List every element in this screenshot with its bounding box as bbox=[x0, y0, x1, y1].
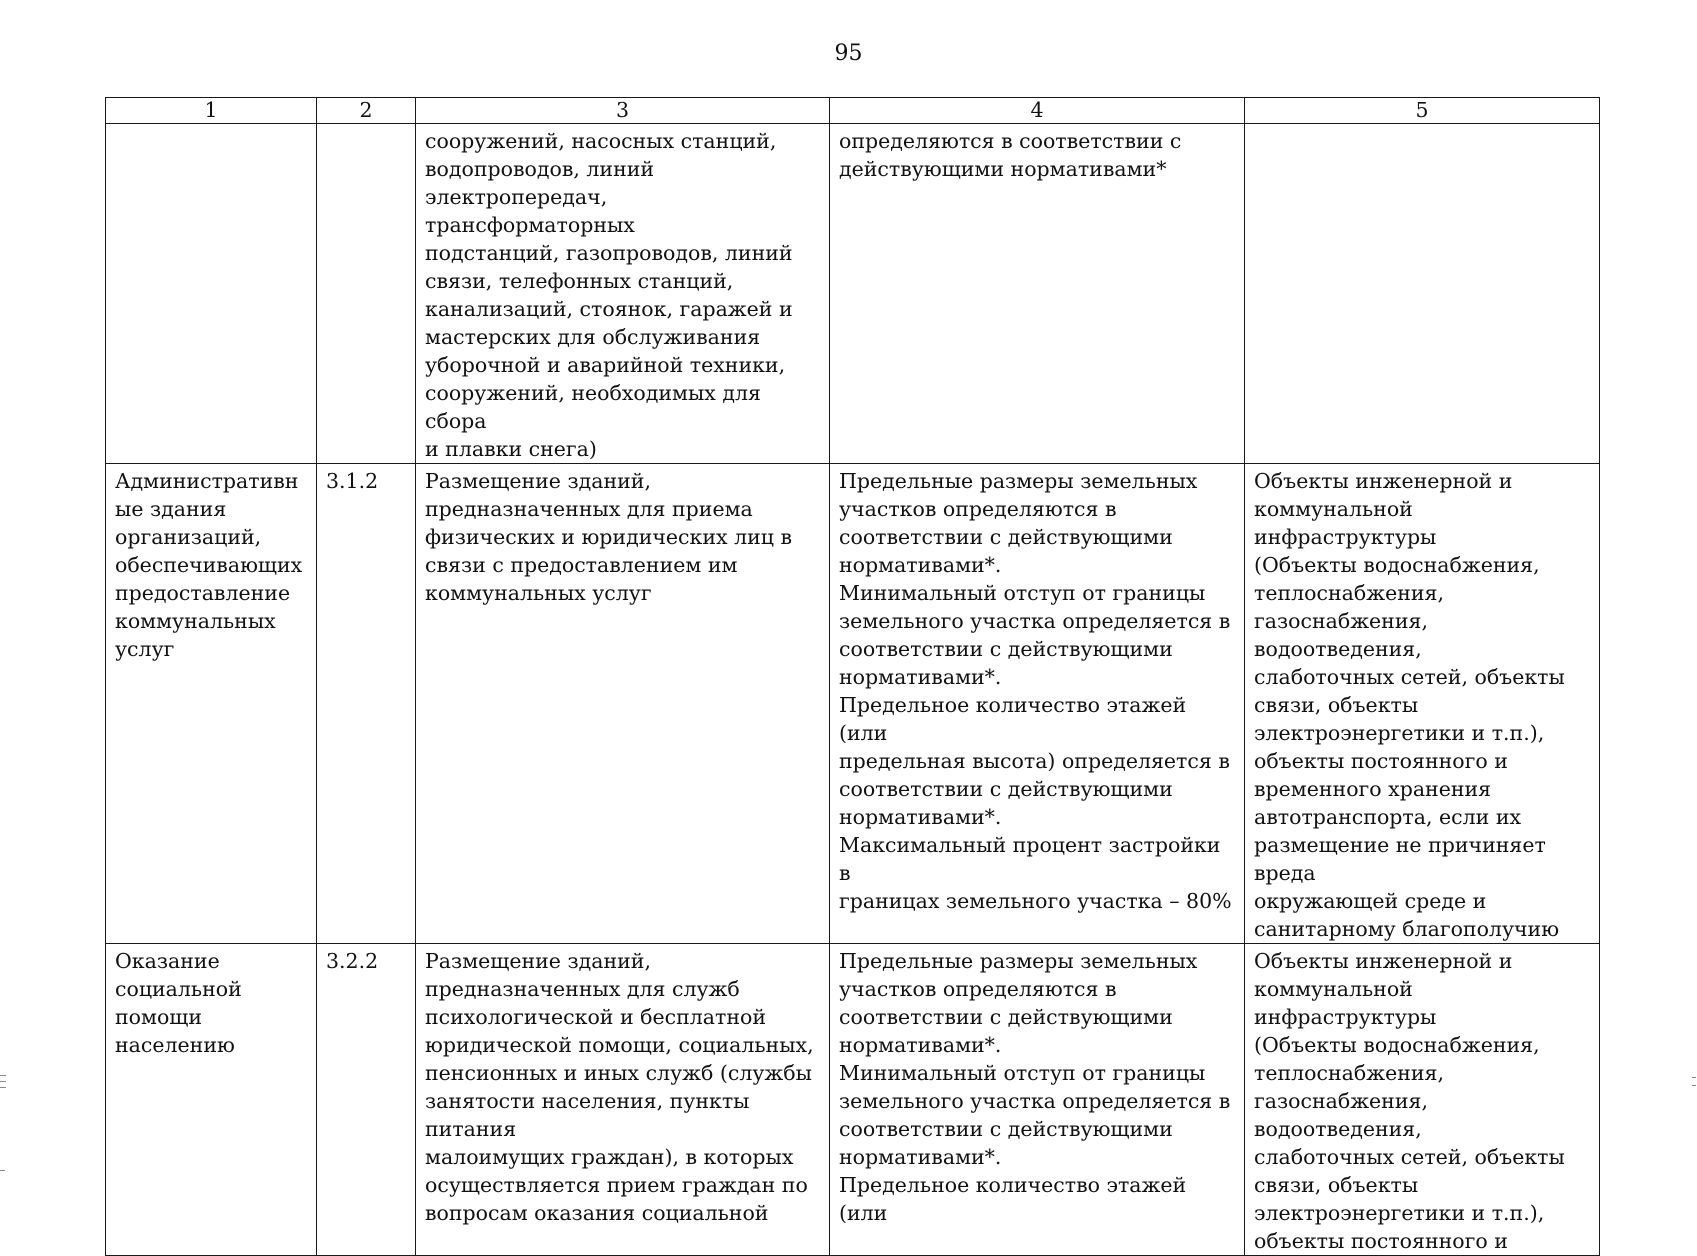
column-header-1: 1 bbox=[106, 98, 317, 124]
cell-parameters bbox=[830, 464, 1245, 944]
scan-mark-right bbox=[1692, 1077, 1696, 1078]
column-header-3: 3 bbox=[416, 98, 830, 124]
cell-use-code bbox=[317, 944, 416, 1256]
use-code-text: 3.1.2 bbox=[326, 469, 379, 493]
page-number: 95 bbox=[834, 41, 863, 66]
land-use-table bbox=[105, 97, 1600, 1256]
cell-auxiliary-uses bbox=[1245, 944, 1600, 1256]
table-row bbox=[106, 464, 1600, 944]
use-name-text: Административн ые здания организаций, обеспечивающих предоставление коммунальных услуг bbox=[115, 469, 303, 661]
cell-use-code bbox=[317, 124, 416, 464]
auxiliary-uses-text: Объекты инженерной и коммунальной инфраструктуры (Объекты водоснабжения, теплоснабжения, газоснабжения, водоотведения, слаботочных сетей, объекты связи, объекты электроэнергетики и т.п.), объекты постоянного и временного хранения автотранспорта, если их размещение не причиняет вреда окружающей среде и санитарному благополучию bbox=[1254, 469, 1565, 941]
scan-mark-left bbox=[0, 1075, 6, 1076]
cell-auxiliary-uses bbox=[1245, 124, 1600, 464]
scan-mark-right bbox=[1692, 1085, 1696, 1086]
cell-use-name bbox=[106, 124, 317, 464]
column-header-2: 2 bbox=[317, 98, 416, 124]
use-name-text: Оказание социальной помощи населению bbox=[115, 949, 242, 1057]
auxiliary-uses-text: Объекты инженерной и коммунальной инфраструктуры (Объекты водоснабжения, теплоснабжения, газоснабжения, водоотведения, слаботочных сетей, объекты связи, объекты электроэнергетики и т.п.), объекты постоянного и bbox=[1254, 949, 1565, 1253]
table-header-row bbox=[106, 98, 1600, 124]
use-description-text: сооружений, насосных станций, водопроводов, линий электропередач, трансформаторных подстанций, газопроводов, линий связи, телефонных станций, канализаций, стоянок, гаражей и мастерских для обслуживания уборочной и аварийной техники, сооружений, необходимых для сбора и плавки снега) bbox=[425, 129, 793, 461]
parameters-text: определяются в соответствии с действующими нормативами* bbox=[839, 129, 1182, 181]
table-row bbox=[106, 124, 1600, 464]
cell-use-code bbox=[317, 464, 416, 944]
use-code-text: 3.2.2 bbox=[326, 949, 379, 973]
scan-mark-left bbox=[0, 1081, 6, 1082]
cell-auxiliary-uses bbox=[1245, 464, 1600, 944]
column-header-5: 5 bbox=[1245, 98, 1600, 124]
cell-use-description bbox=[416, 944, 830, 1256]
column-header-4: 4 bbox=[830, 98, 1245, 124]
use-description-text: Размещение зданий, предназначенных для служб психологической и бесплатной юридической помощи, социальных, пенсионных и иных служб (службы занятости населения, пункты питания малоимущих граждан), в которых осуществляется прием граждан по вопросам оказания социальной bbox=[425, 949, 814, 1225]
use-description-text: Размещение зданий, предназначенных для приема физических и юридических лиц в связи с предоставлением им коммунальных услуг bbox=[425, 469, 793, 605]
scan-mark-left bbox=[0, 1087, 6, 1088]
cell-use-name bbox=[106, 464, 317, 944]
cell-parameters bbox=[830, 944, 1245, 1256]
cell-parameters bbox=[830, 124, 1245, 464]
scan-mark-left bbox=[0, 1170, 5, 1171]
parameters-text: Предельные размеры земельных участков определяются в соответствии с действующими нормативами*. Минимальный отступ от границы земельного участка определяется в соответствии с действующими нормативами*. Предельное количество этажей (или предельная высота) определяется в соответствии с действующими нормативами*. Максимальный процент застройки в границах земельного участка – 80% bbox=[839, 469, 1232, 913]
cell-use-name bbox=[106, 944, 317, 1256]
parameters-text: Предельные размеры земельных участков определяются в соответствии с действующими нормативами*. Минимальный отступ от границы земельного участка определяется в соответствии с действующими нормативами*. Предельное количество этажей (или bbox=[839, 949, 1231, 1225]
table-row bbox=[106, 944, 1600, 1256]
cell-use-description bbox=[416, 464, 830, 944]
cell-use-description bbox=[416, 124, 830, 464]
